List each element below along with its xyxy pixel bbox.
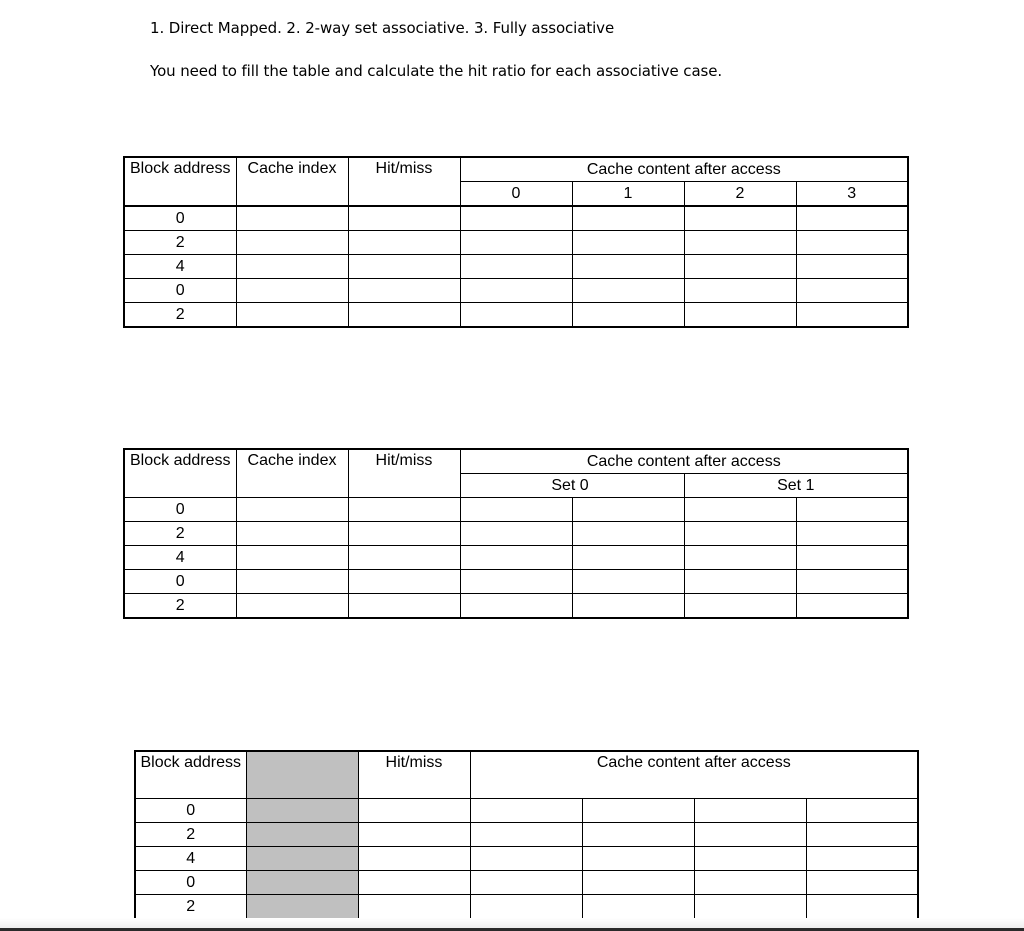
- table-row: [135, 799, 918, 823]
- content-cell[interactable]: [460, 303, 572, 328]
- content-cell[interactable]: [572, 594, 684, 619]
- cache-index-header: Cache index: [236, 157, 348, 206]
- content-cell[interactable]: [684, 206, 796, 231]
- hit-miss-header: Hit/miss: [358, 751, 470, 799]
- content-cell[interactable]: [684, 303, 796, 328]
- block-address-cell: 0: [124, 279, 236, 303]
- block-address-cell: 0: [124, 206, 236, 231]
- cache-index-cell[interactable]: [236, 522, 348, 546]
- block-address-cell: 2: [135, 895, 246, 920]
- hit-miss-cell[interactable]: [358, 823, 470, 847]
- content-cell[interactable]: [572, 255, 684, 279]
- block-address-header: Block address: [135, 751, 246, 799]
- content-cell[interactable]: [470, 823, 582, 847]
- block-address-header: Block address: [124, 449, 236, 498]
- content-cell[interactable]: [796, 570, 908, 594]
- cache-index-cell[interactable]: [236, 279, 348, 303]
- set-1-header: [684, 474, 908, 498]
- block-address-cell: 2: [135, 823, 246, 847]
- content-cell[interactable]: [694, 871, 806, 895]
- content-cell[interactable]: [796, 594, 908, 619]
- content-cell[interactable]: [572, 546, 684, 570]
- hit-miss-header: Hit/miss: [348, 157, 460, 206]
- content-cell[interactable]: [460, 206, 572, 231]
- shaded-index-cell: [246, 799, 358, 823]
- content-cell[interactable]: [572, 303, 684, 328]
- hit-miss-cell[interactable]: [358, 847, 470, 871]
- table-row: [124, 594, 908, 619]
- table-row: [124, 255, 908, 279]
- content-cell[interactable]: [460, 570, 572, 594]
- content-cell[interactable]: [460, 594, 572, 619]
- content-cell[interactable]: [796, 255, 908, 279]
- table-row: [124, 546, 908, 570]
- cache-index-header: Cache index: [236, 449, 348, 498]
- hit-miss-cell[interactable]: [358, 799, 470, 823]
- hit-miss-cell[interactable]: [348, 231, 460, 255]
- content-cell[interactable]: [572, 231, 684, 255]
- table-row: [135, 871, 918, 895]
- shaded-index-cell: [246, 751, 358, 799]
- cache-content-header: Cache content after access: [470, 751, 918, 799]
- hit-miss-cell[interactable]: [348, 255, 460, 279]
- block-address-cell: 0: [124, 498, 236, 522]
- content-cell[interactable]: [460, 498, 572, 522]
- content-cell[interactable]: [572, 279, 684, 303]
- content-cell[interactable]: [806, 847, 918, 871]
- content-cell[interactable]: [796, 522, 908, 546]
- table-row: [135, 823, 918, 847]
- instruction-line-1: 1. Direct Mapped. 2. 2-way set associative. 3. Fully associative: [150, 19, 615, 37]
- content-cell[interactable]: [694, 847, 806, 871]
- page-bottom-shadow: [0, 918, 1024, 928]
- shaded-index-cell: [246, 847, 358, 871]
- content-cell[interactable]: [796, 546, 908, 570]
- hit-miss-cell[interactable]: [348, 522, 460, 546]
- content-cell[interactable]: [572, 206, 684, 231]
- shaded-index-cell: [246, 823, 358, 847]
- content-cell[interactable]: [806, 871, 918, 895]
- content-cell[interactable]: [572, 570, 684, 594]
- content-cell[interactable]: [572, 498, 684, 522]
- content-cell[interactable]: [684, 570, 796, 594]
- cache-content-header: Cache content after access: [460, 449, 908, 474]
- cache-index-cell[interactable]: [236, 255, 348, 279]
- cache-index-cell[interactable]: [236, 570, 348, 594]
- cache-index-cell[interactable]: [236, 206, 348, 231]
- content-cell[interactable]: [806, 799, 918, 823]
- block-address-cell: 2: [124, 231, 236, 255]
- hit-miss-cell[interactable]: [348, 498, 460, 522]
- content-cell[interactable]: [684, 231, 796, 255]
- content-cell[interactable]: [684, 522, 796, 546]
- hit-miss-cell[interactable]: [358, 871, 470, 895]
- content-cell[interactable]: [582, 871, 694, 895]
- content-cell[interactable]: [470, 847, 582, 871]
- hit-miss-cell[interactable]: [348, 546, 460, 570]
- cache-index-cell[interactable]: [236, 594, 348, 619]
- cache-content-header: Cache content after access: [460, 157, 908, 182]
- shaded-index-cell: [246, 871, 358, 895]
- table-row: [135, 895, 918, 920]
- block-address-cell: 4: [124, 255, 236, 279]
- content-cell[interactable]: [572, 522, 684, 546]
- block-address-cell: 2: [124, 303, 236, 328]
- set-1-label: Set 1: [777, 476, 815, 494]
- block-address-cell: 2: [124, 594, 236, 619]
- content-cell[interactable]: [582, 847, 694, 871]
- content-cell[interactable]: [582, 799, 694, 823]
- table-row: [124, 206, 908, 231]
- content-cell[interactable]: [684, 546, 796, 570]
- table-row: [124, 231, 908, 255]
- hit-miss-cell[interactable]: [348, 206, 460, 231]
- cache-index-cell[interactable]: [236, 303, 348, 328]
- hit-miss-cell[interactable]: [348, 303, 460, 328]
- block-address-cell: 4: [124, 546, 236, 570]
- block-address-cell: 4: [135, 847, 246, 871]
- content-cell[interactable]: [582, 823, 694, 847]
- shaded-index-cell: [246, 895, 358, 920]
- table-row: [135, 847, 918, 871]
- cache-index-cell[interactable]: [236, 546, 348, 570]
- content-cell[interactable]: [460, 522, 572, 546]
- content-cell[interactable]: [694, 895, 806, 920]
- block-address-cell: 0: [124, 570, 236, 594]
- content-cell[interactable]: [460, 279, 572, 303]
- content-cell[interactable]: [684, 255, 796, 279]
- content-cell[interactable]: [796, 498, 908, 522]
- content-cell[interactable]: [796, 279, 908, 303]
- content-cell[interactable]: [684, 279, 796, 303]
- table-row: [124, 279, 908, 303]
- cache-index-cell[interactable]: [236, 231, 348, 255]
- hit-miss-cell[interactable]: [348, 279, 460, 303]
- content-cell[interactable]: [806, 823, 918, 847]
- two-way-set-associative-table: [123, 448, 909, 619]
- table-row: [124, 570, 908, 594]
- content-cell[interactable]: [694, 799, 806, 823]
- hit-miss-header: Hit/miss: [348, 449, 460, 498]
- content-cell[interactable]: [582, 895, 694, 920]
- content-cell[interactable]: [470, 895, 582, 920]
- block-address-cell: 2: [124, 522, 236, 546]
- cache-index-cell[interactable]: [236, 498, 348, 522]
- block-3-header: 3: [796, 182, 908, 207]
- block-1-header: 1: [572, 182, 684, 207]
- content-cell[interactable]: [470, 871, 582, 895]
- content-cell[interactable]: [684, 594, 796, 619]
- set-0-label: Set 0: [551, 476, 589, 494]
- content-cell[interactable]: [796, 206, 908, 231]
- content-cell[interactable]: [684, 498, 796, 522]
- hit-miss-cell[interactable]: [348, 594, 460, 619]
- instruction-line-2: You need to fill the table and calculate the hit ratio for each associative case.: [150, 62, 723, 80]
- content-cell[interactable]: [796, 231, 908, 255]
- content-cell[interactable]: [796, 303, 908, 328]
- content-cell[interactable]: [694, 823, 806, 847]
- block-address-header: Block address: [124, 157, 236, 206]
- block-2-header: 2: [684, 182, 796, 207]
- content-cell[interactable]: [470, 799, 582, 823]
- direct-mapped-table: [123, 156, 909, 328]
- block-0-header: 0: [460, 182, 572, 207]
- content-cell[interactable]: [460, 546, 572, 570]
- set-0-header: [460, 474, 684, 498]
- content-cell[interactable]: [460, 255, 572, 279]
- block-address-cell: 0: [135, 871, 246, 895]
- content-cell[interactable]: [806, 895, 918, 920]
- hit-miss-cell[interactable]: [348, 570, 460, 594]
- table-row: [124, 522, 908, 546]
- fully-associative-table: [134, 750, 919, 920]
- table-row: [124, 303, 908, 328]
- hit-miss-cell[interactable]: [358, 895, 470, 920]
- block-address-cell: 0: [135, 799, 246, 823]
- content-cell[interactable]: [460, 231, 572, 255]
- table-row: [124, 498, 908, 522]
